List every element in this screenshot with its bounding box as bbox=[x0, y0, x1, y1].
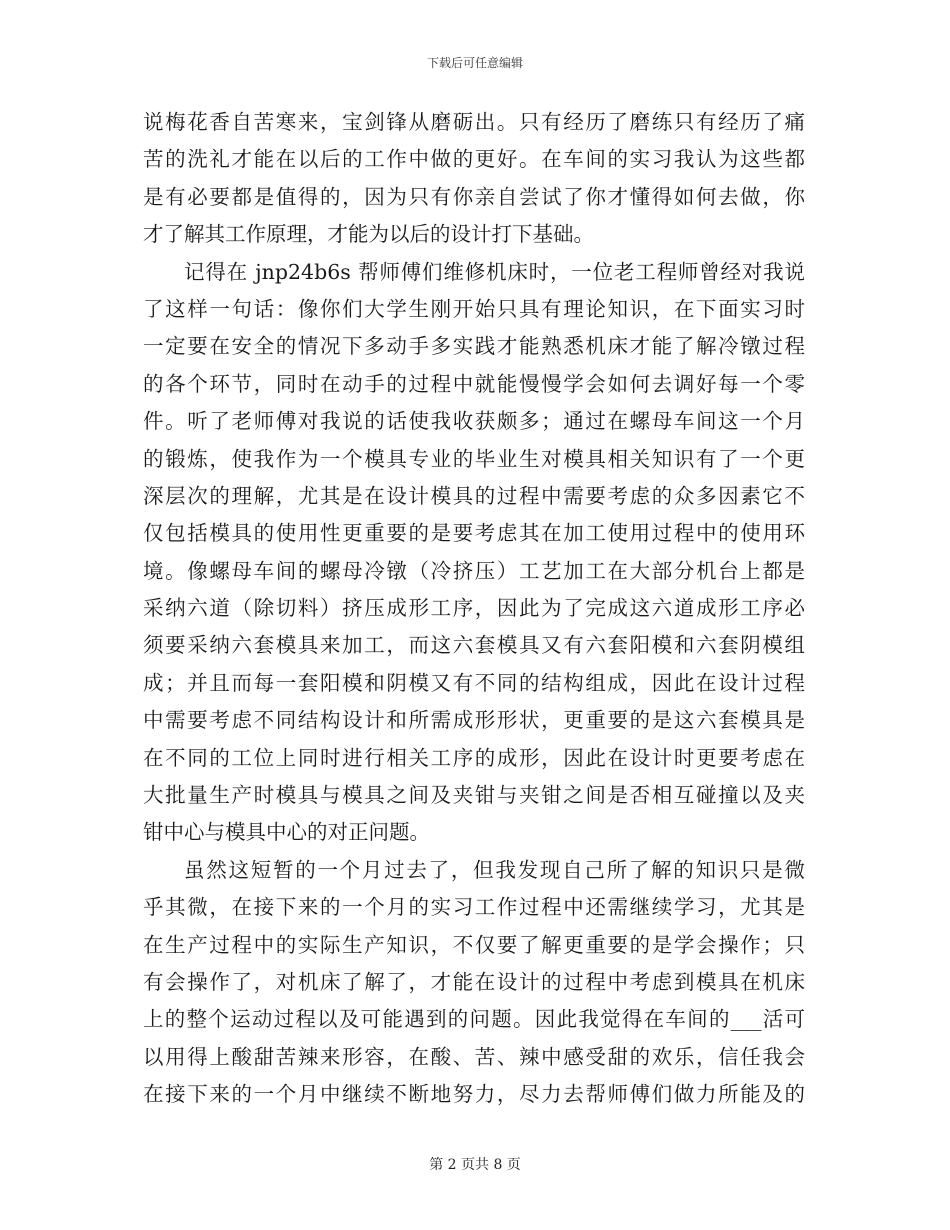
text-line: 大批量生产时模具与模具之间及夹钳与夹钳之间是否相互碰撞以及夹 bbox=[143, 783, 805, 808]
paragraph-1 bbox=[143, 104, 805, 254]
document-body bbox=[143, 104, 805, 1114]
text-line: 记得在 jnp24b6s 帮师傅们维修机床时，一位老工程师曾经对我说 bbox=[184, 259, 805, 284]
text-line: 件。听了老师傅对我说的话使我收获颇多；通过在螺母车间这一个月 bbox=[143, 409, 805, 434]
text-line: 仅包括模具的使用性更重要的是要考虑其在加工使用过程中的使用环 bbox=[143, 521, 805, 546]
text-line: 以用得上酸甜苦辣来形容，在酸、苦、辣中感受甜的欢乐，信任我会 bbox=[143, 1044, 805, 1069]
text-line: 中需要考虑不同结构设计和所需成形形状，更重要的是这六套模具是 bbox=[143, 708, 805, 733]
text-line: 才了解其工作原理，才能为以后的设计打下基础。 bbox=[143, 222, 594, 247]
text-line: 成；并且而每一套阳模和阴模又有不同的结构组成，因此在设计过程 bbox=[143, 670, 805, 695]
page-footer: 第 2 页共 8 页 bbox=[429, 1157, 521, 1173]
text-line: 境。像螺母车间的螺母冷镦（冷挤压）工艺加工在大部分机台上都是 bbox=[143, 558, 805, 583]
text-line: 的锻炼，使我作为一个模具专业的毕业生对模具相关知识有了一个更 bbox=[143, 446, 805, 471]
text-line: 上的整个运动过程以及可能遇到的问题。因此我觉得在车间的___活可 bbox=[143, 1007, 805, 1032]
text-line: 在不同的工位上同时进行相关工序的成形，因此在设计时更要考虑在 bbox=[143, 745, 805, 770]
text-line: 了这样一句话：像你们大学生刚开始只具有理论知识，在下面实习时 bbox=[143, 296, 805, 321]
text-line: 的各个环节，同时在动手的过程中就能慢慢学会如何去调好每一个零 bbox=[143, 371, 805, 396]
page-header: 下载后可任意编辑 bbox=[426, 56, 523, 70]
text-line: 须要采纳六套模具来加工，而这六套模具又有六套阳模和六套阴模组 bbox=[143, 633, 805, 658]
text-line: 在接下来的一个月中继续不断地努力，尽力去帮师傅们做力所能及的 bbox=[143, 1082, 805, 1107]
text-line: 虽然这短暂的一个月过去了，但我发现自己所了解的知识只是微 bbox=[184, 857, 805, 882]
text-line: 是有必要都是值得的，因为只有你亲自尝试了你才懂得如何去做，你 bbox=[143, 184, 805, 209]
paragraph-3 bbox=[143, 852, 805, 1114]
text-line: 采纳六道（除切料）挤压成形工序，因此为了完成这六道成形工序必 bbox=[143, 596, 805, 621]
text-line: 一定要在安全的情况下多动手多实践才能熟悉机床才能了解冷镦过程 bbox=[143, 334, 805, 359]
text-line: 乎其微，在接下来的一个月的实习工作过程中还需继续学习，尤其是 bbox=[143, 895, 805, 920]
paragraph-2 bbox=[143, 254, 805, 852]
text-line: 说梅花香自苦寒来，宝剑锋从磨砺出。只有经历了磨练只有经历了痛 bbox=[143, 110, 805, 134]
text-line: 在生产过程中的实际生产知识，不仅要了解更重要的是学会操作；只 bbox=[143, 932, 805, 957]
text-line: 深层次的理解，尤其是在设计模具的过程中需要考虑的众多因素它不 bbox=[143, 483, 805, 508]
text-line: 钳中心与模具中心的对正问题。 bbox=[143, 820, 430, 845]
text-line: 苦的洗礼才能在以后的工作中做的更好。在车间的实习我认为这些都 bbox=[143, 147, 805, 172]
text-line: 有会操作了，对机床了解了，才能在设计的过程中考虑到模具在机床 bbox=[143, 969, 805, 994]
